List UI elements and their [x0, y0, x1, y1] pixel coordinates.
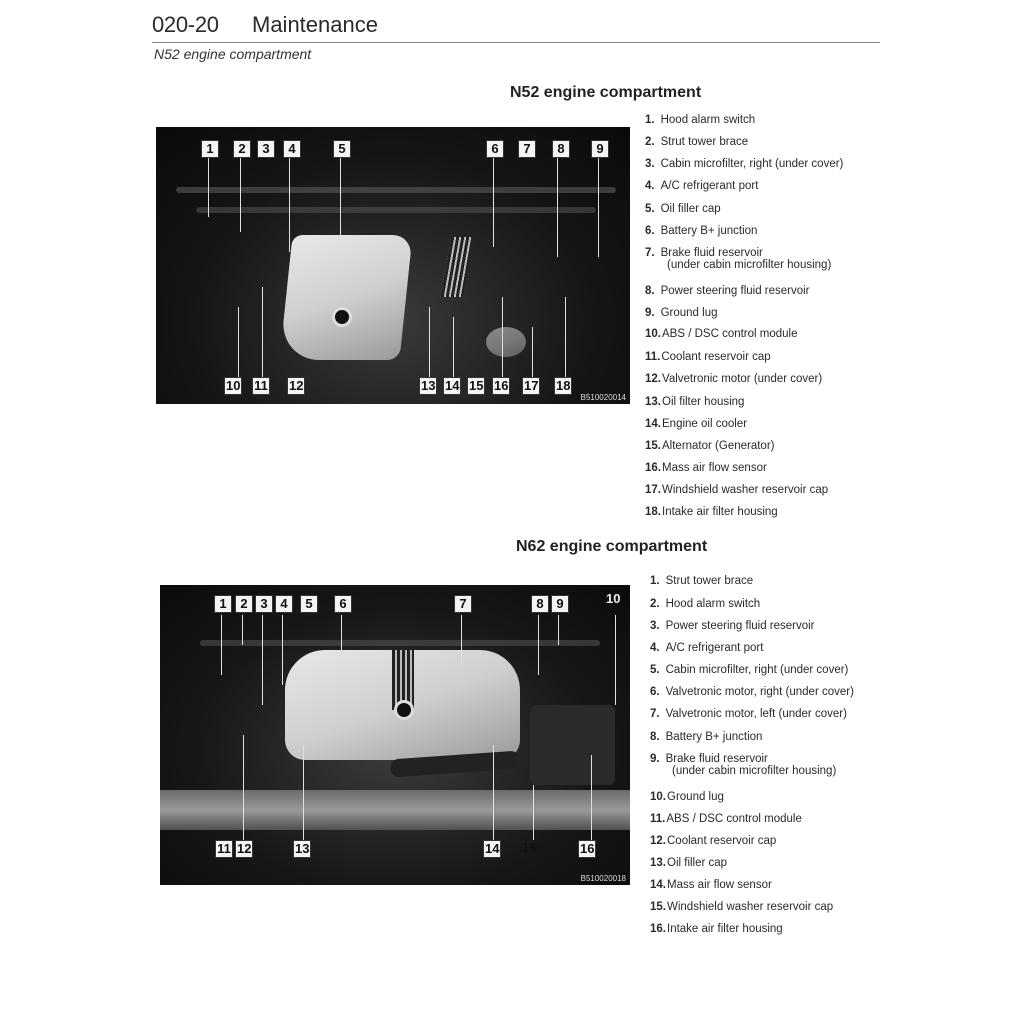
callout-13: 13 [421, 378, 436, 393]
leader-line [557, 157, 558, 257]
callout-6: 6 [334, 595, 352, 613]
callout-2: 2 [235, 595, 253, 613]
callout-4: 4 [275, 595, 293, 613]
leader-line [558, 615, 559, 645]
callout-5: 5 [333, 140, 351, 158]
legend-item: 6. Valvetronic motor, right (under cover) [650, 686, 854, 698]
legend-item: 11.Coolant reservoir cap [645, 351, 771, 363]
leader-line [238, 307, 239, 377]
leader-line [303, 745, 304, 840]
callout-1: 1 [201, 140, 219, 158]
legend-item: 12.Valvetronic motor (under cover) [645, 373, 823, 385]
callout-12: 12 [289, 378, 304, 393]
callout-15: 15 [522, 840, 537, 855]
leader-line [243, 735, 244, 840]
leader-line [341, 615, 342, 665]
legend-item: 5. Oil filler cap [645, 203, 721, 215]
section-subheading: N52 engine compartment [154, 46, 312, 62]
leader-line [453, 317, 454, 377]
leader-line [493, 745, 494, 840]
leader-line [289, 157, 290, 252]
leader-line [591, 755, 592, 840]
chapter-title: Maintenance [252, 12, 378, 37]
legend-item: 10.ABS / DSC control module [645, 328, 798, 340]
callout-10: 10 [606, 591, 621, 606]
leader-line [340, 157, 341, 242]
callout-8: 8 [531, 595, 549, 613]
bmw-logo [332, 307, 352, 327]
legend-item: 14.Engine oil cooler [645, 418, 748, 430]
callout-9: 9 [551, 595, 569, 613]
callout-11: 11 [215, 840, 233, 858]
legend-item: 14.Mass air flow sensor [650, 879, 772, 891]
leader-line [461, 615, 462, 665]
leader-line [493, 157, 494, 247]
leader-line [282, 615, 283, 685]
callout-13: 13 [295, 841, 310, 856]
callout-10: 10 [226, 378, 241, 393]
n62-engine-photo [160, 585, 630, 885]
callout-7: 7 [454, 595, 472, 613]
strut-brace [200, 640, 600, 646]
callout-14: 14 [485, 841, 500, 856]
legend-item: 4. A/C refrigerant port [645, 180, 759, 192]
legend-item: 1. Strut tower brace [650, 575, 754, 587]
legend-item: 13.Oil filter housing [645, 396, 745, 408]
leader-line [565, 297, 566, 377]
callout-1: 1 [214, 595, 232, 613]
legend-item: 4. A/C refrigerant port [650, 642, 764, 654]
callout-2: 2 [233, 140, 251, 158]
legend-item: 6. Battery B+ junction [645, 225, 758, 237]
leader-line [615, 615, 616, 705]
legend-item: 18.Intake air filter housing [645, 506, 778, 518]
leader-line [221, 615, 222, 675]
legend-item: 15.Alternator (Generator) [645, 440, 775, 452]
leader-line [532, 327, 533, 377]
legend-item: 15.Windshield washer reservoir cap [650, 901, 834, 913]
n52-engine-photo [156, 127, 630, 404]
callout-3: 3 [255, 595, 273, 613]
callout-4: 4 [283, 140, 301, 158]
n62-section-title: N62 engine compartment [516, 538, 708, 555]
legend-item: 7. Brake fluid reservoir (under cabin microfilter housing) [645, 247, 832, 271]
callout-5: 5 [300, 595, 318, 613]
cowl-trim [176, 187, 616, 193]
washer-cap-area [486, 327, 526, 357]
leader-line [429, 307, 430, 377]
leader-line [502, 297, 503, 377]
callout-8: 8 [552, 140, 570, 158]
legend-item: 3. Cabin microfilter, right (under cover) [645, 158, 844, 170]
leader-line [208, 157, 209, 217]
callout-6: 6 [486, 140, 504, 158]
leader-line [262, 615, 263, 705]
legend-item: 8. Battery B+ junction [650, 731, 763, 743]
legend-item: 16.Intake air filter housing [650, 923, 783, 935]
legend-item: 9. Ground lug [645, 307, 718, 319]
callout-11: 11 [252, 377, 270, 395]
legend-item: 3. Power steering fluid reservoir [650, 620, 815, 632]
callout-15: 15 [469, 378, 484, 393]
callout-12: 12 [237, 841, 252, 856]
legend-item: 10.Ground lug [650, 791, 724, 803]
legend-item: 8. Power steering fluid reservoir [645, 285, 810, 297]
n62-legend [650, 575, 890, 945]
legend-item: 13.Oil filler cap [650, 857, 728, 869]
callout-9: 9 [591, 140, 609, 158]
photo-id: B510020014 [580, 393, 626, 402]
n52-section-title: N52 engine compartment [510, 84, 702, 101]
bmw-logo [394, 700, 414, 720]
strut-brace [196, 207, 596, 213]
leader-line [538, 615, 539, 675]
callout-7: 7 [518, 140, 536, 158]
legend-item: 2. Hood alarm switch [650, 598, 761, 610]
leader-line [262, 287, 263, 377]
n52-legend [645, 114, 885, 524]
front-crossmember [160, 790, 630, 830]
legend-item: 11.ABS / DSC control module [650, 813, 802, 825]
callout-18: 18 [556, 378, 571, 393]
photo-id: B510020018 [580, 874, 626, 883]
callout-14: 14 [445, 378, 460, 393]
legend-item: 5. Cabin microfilter, right (under cover) [650, 664, 849, 676]
callout-17: 17 [524, 378, 539, 393]
leader-line [533, 785, 534, 840]
header-divider [152, 42, 880, 43]
leader-line [242, 615, 243, 645]
air-filter-housing [530, 705, 615, 785]
engine-cover [279, 235, 412, 360]
legend-item: 9. Brake fluid reservoir (under cabin microfilter housing) [650, 753, 837, 777]
leader-line [240, 157, 241, 232]
callout-16: 16 [580, 841, 595, 856]
legend-item: 12.Coolant reservoir cap [650, 835, 777, 847]
legend-item: 17.Windshield washer reservoir cap [645, 484, 829, 496]
legend-item: 2. Strut tower brace [645, 136, 749, 148]
legend-item: 1. Hood alarm switch [645, 114, 756, 126]
legend-item: 16.Mass air flow sensor [645, 462, 767, 474]
leader-line [598, 157, 599, 257]
callout-3: 3 [257, 140, 275, 158]
page-number: 020-20 [152, 12, 219, 37]
legend-item: 7. Valvetronic motor, left (under cover) [650, 708, 847, 720]
callout-16: 16 [494, 378, 509, 393]
